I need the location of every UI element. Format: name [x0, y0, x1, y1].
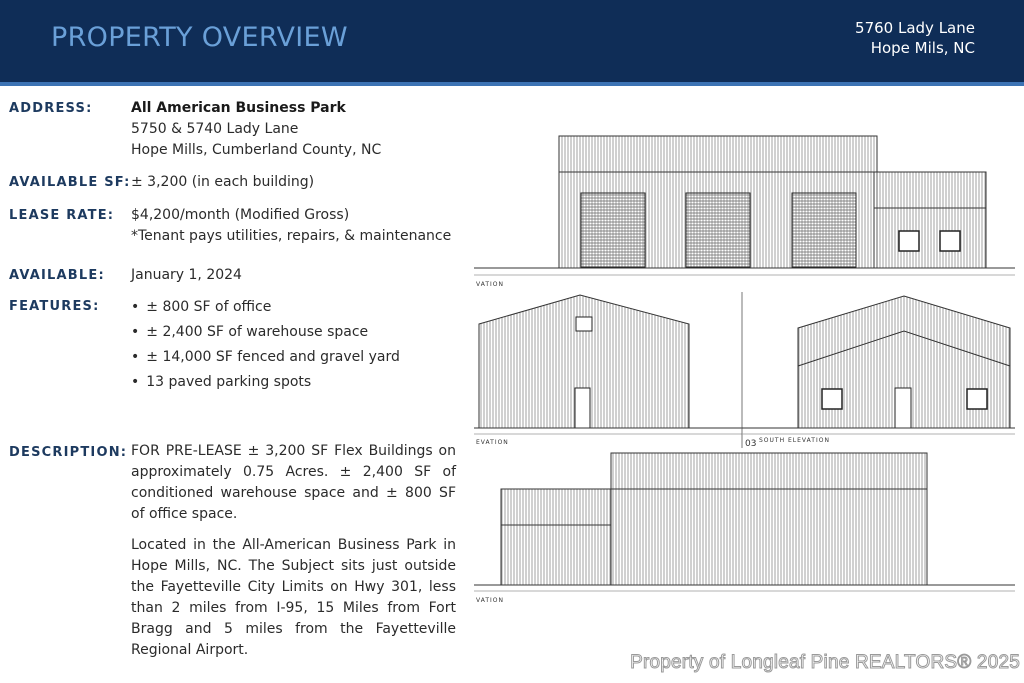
available-sf-label: AVAILABLE SF:: [9, 175, 131, 190]
feature-item: • ± 2,400 SF of warehouse space: [131, 322, 400, 347]
description-paragraph-2: Located in the All-American Business Park in Hope Mills, NC. The Subject sits just outside the Fayetteville City Limits on Hwy 301, less than 2 miles from I-95, 15 Miles from Fort Bragg and 5 miles from the Fayetteville Regional Airport.: [131, 537, 456, 658]
features-label: FEATURES:: [9, 299, 100, 314]
rear-elevation-label: VATION: [476, 597, 505, 604]
south-elevation: [742, 296, 1015, 449]
front-elevation-label: VATION: [476, 281, 505, 288]
feature-item: • 13 paved parking spots: [131, 372, 400, 397]
address-park-name: All American Business Park: [131, 100, 346, 116]
lease-rate-amount: $4,200/month (Modified Gross): [131, 207, 350, 223]
south-elevation-label: SOUTH ELEVATION: [759, 437, 830, 444]
feature-item: • ± 14,000 SF fenced and gravel yard: [131, 347, 400, 372]
front-elevation: [474, 136, 1015, 288]
south-elevation-number: 03: [745, 439, 757, 449]
watermark: Property of Longleaf Pine REALTORS® 2025: [630, 652, 1020, 673]
lease-rate-note: *Tenant pays utilities, repairs, & maintenance: [131, 228, 452, 244]
lease-rate-label: LEASE RATE:: [9, 208, 115, 223]
building-elevation-drawings: [474, 128, 1015, 606]
rear-elevation: [474, 453, 1015, 604]
header-address-line2: Hope Mils, NC: [870, 39, 975, 57]
available-sf-value: ± 3,200 (in each building): [131, 174, 315, 190]
header-bar: [0, 0, 1024, 82]
side-elevation-left-label: EVATION: [476, 439, 509, 446]
header-address-line1: 5760 Lady Lane: [855, 19, 975, 37]
lease-rate-value: [131, 205, 451, 247]
header-accent-stripe: [0, 82, 1024, 86]
page-title: PROPERTY OVERVIEW: [51, 22, 348, 53]
description-label: DESCRIPTION:: [9, 445, 128, 460]
description-paragraph-1: FOR PRE-LEASE ± 3,200 SF Flex Buildings on approximately 0.75 Acres. ± 2,400 SF of conditioned warehouse space and ± 800 SF of office space.: [131, 443, 456, 522]
address-label: ADDRESS:: [9, 101, 93, 116]
address-line1: 5750 & 5740 Lady Lane: [131, 121, 299, 137]
available-label: AVAILABLE:: [9, 268, 105, 283]
features-list: [131, 297, 400, 397]
description-text: [131, 441, 456, 671]
available-value: January 1, 2024: [131, 267, 242, 283]
header-address: [855, 18, 975, 58]
address-value: [131, 98, 381, 161]
address-line2: Hope Mills, Cumberland County, NC: [131, 142, 382, 158]
feature-item: • ± 800 SF of office: [131, 297, 400, 322]
side-elevation-left: [474, 295, 742, 446]
